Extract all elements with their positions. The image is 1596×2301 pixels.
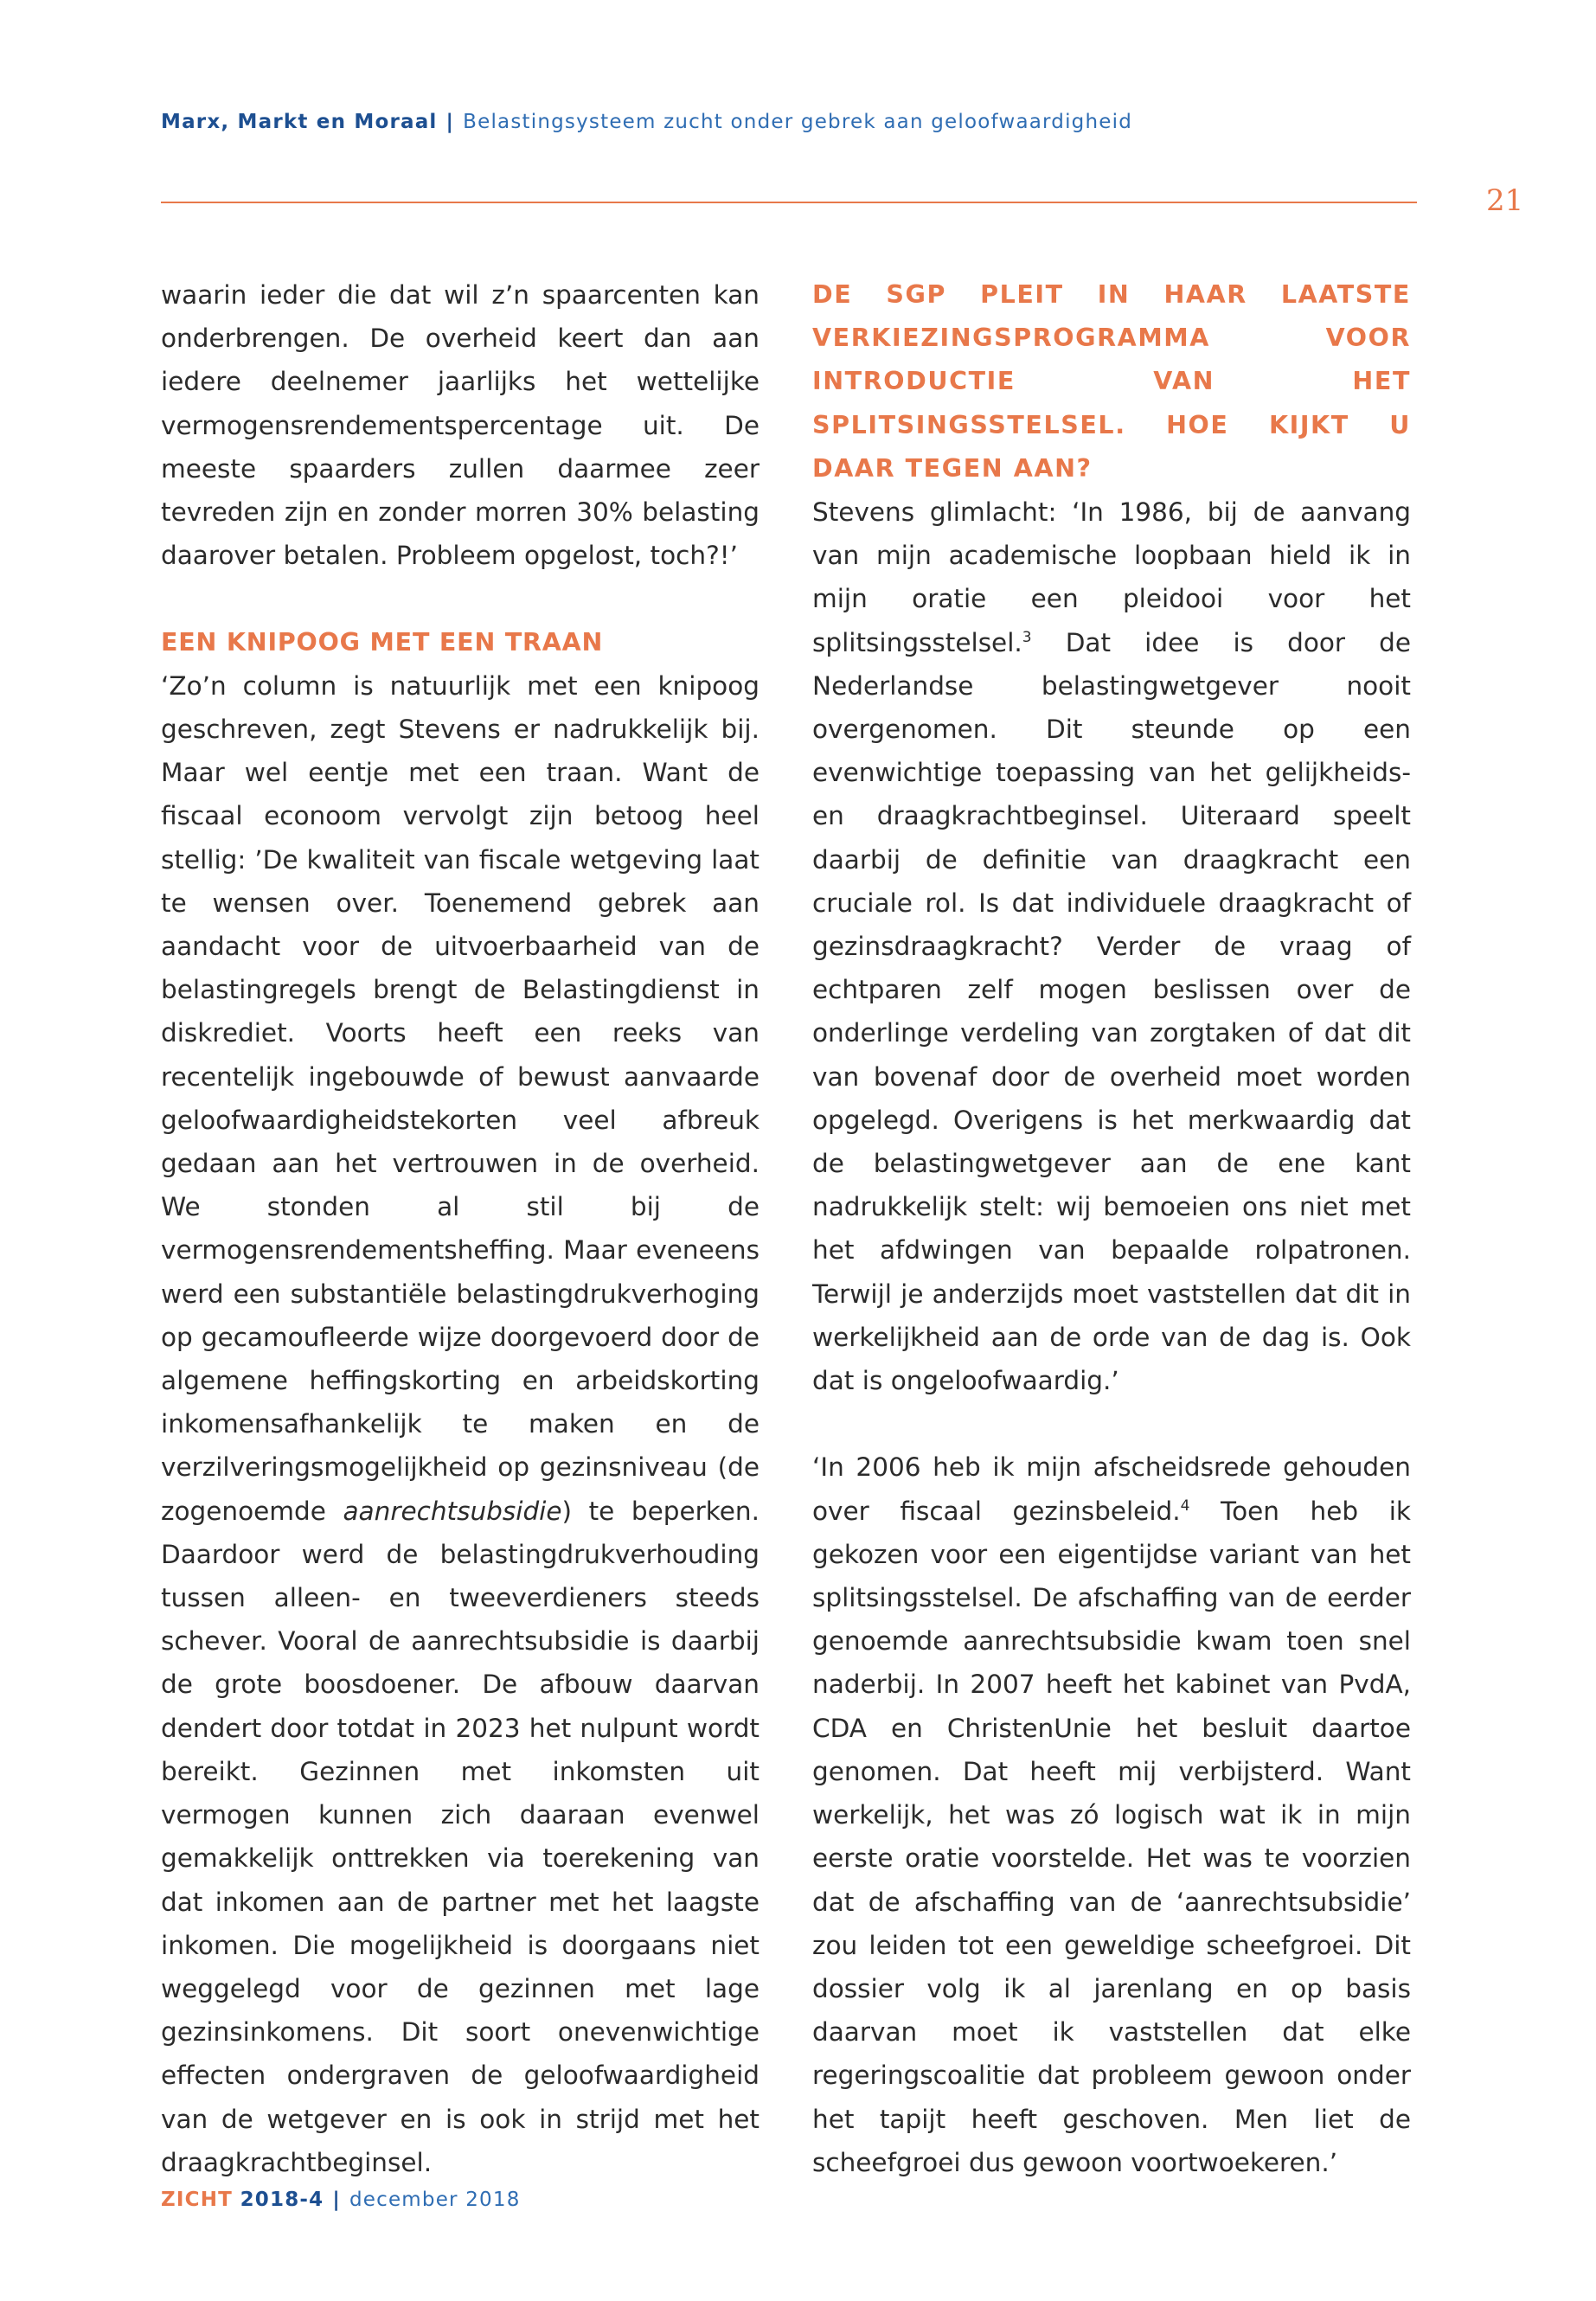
paragraph-spacer <box>812 1402 1411 1445</box>
left-paragraph-2-text-a: ‘Zo’n column is natuurlijk met een knipoog geschreven, zegt Stevens er nadrukkelijk bij. Maar wel eentje met een traan. Want de fiscaal econoom vervolgt zijn betoog heel stellig: ’De kwaliteit van fiscale wetgeving laat te wensen over. Toenemend gebrek aan aandacht voor de uitvoerbaarheid van de belastingregels brengt de Belastingdienst in diskrediet. Voorts heeft een reeks van recentelijk ingebouwde of bewust aanvaarde geloofwaardigheidstekorten veel afbreuk gedaan aan het vertrouwen in de overheid. We stonden al stil bij de vermogensrendementsheffing. Maar eveneens werd een substantiële belastingdrukverhoging op gecamoufleerde wijze doorgevoerd door de algemene heffingskorting en arbeidskorting inkomensafhankelijk te maken en de verzilveringsmogelijkheid op gezinsniveau (de zogenoemde <box>161 670 760 1526</box>
left-column <box>161 273 760 2184</box>
footer-date: december 2018 <box>349 2189 521 2211</box>
footnote-marker-4: 4 <box>1180 1497 1190 1515</box>
right-paragraph-2-text-b: Toen heb ik gekozen voor een eigentijdse variant van het splitsingsstelsel. De afschaffing van de eerder genoemde aanrechtsubsidie kwam toen snel naderbij. In 2007 heeft het kabinet van PvdA, CDA en ChristenUnie het besluit daartoe genomen. Dat heeft mij verbijsterd. Want werkelijk, het was zó logisch wat ik in mijn eerste oratie voorstelde. Het was te voorzien dat de afschaffing van de ‘aanrechtsubsidie’ zou leiden tot een geweldige scheefgroei. Dit dossier volg ik al jarenlang en op basis daarvan moet ik vaststellen dat elke regeringscoalitie dat probleem gewoon onder het tapijt heeft geschoven. Men liet de scheefgroei dus gewoon voortwoekeren.’ <box>812 1496 1412 2177</box>
right-paragraph-1-text-b: Dat idee is door de Nederlandse belastingwetgever nooit overgenomen. Dit steunde op een evenwichtige toepassing van het gelijkheids- en draagkrachtbeginsel. Uiteraard speelt daarbij de definitie van draagkracht een cruciale rol. Is dat individuele draagkracht of gezinsdraagkracht? Verder de vraag of echtparen zelf mogen beslissen over de onderlinge verdeling van zorgtaken of dat dit van bovenaf door de overheid moet worden opgelegd. Overigens is het merkwaardig dat de belastingwetgever aan de ene kant nadrukkelijk stelt: wij bemoeien ons niet met het afdwingen van bepaalde rolpatronen. Terwijl je anderzijds moet vaststellen dat dit in werkelijkheid aan de orde van de dag is. Ook dat is ongeloofwaardig.’ <box>812 627 1411 1396</box>
footer-issue: 2018-4 <box>240 2189 324 2211</box>
right-paragraph-2-text-a: ‘In 2006 heb ik mijn afscheidsrede gehouden over fiscaal gezinsbeleid. <box>812 1452 1411 1526</box>
magazine-section-title: Marx, Markt en Moraal <box>161 111 438 133</box>
header-divider <box>161 202 1417 203</box>
header-separator: | <box>445 111 455 133</box>
article-title: Belastingsysteem zucht onder gebrek aan geloofwaardigheid <box>463 111 1132 133</box>
paragraph-spacer <box>161 577 760 620</box>
question-heading-sgp: DE SGP PLEIT IN HAAR LAATSTE VERKIEZINGSPROGRAMMA VOOR INTRODUCTIE VAN HET SPLITSINGSSTELSEL. HOE KIJKT U DAAR TEGEN AAN? <box>812 280 1411 483</box>
right-paragraph-1-text-a: Stevens glimlacht: ‘In 1986, bij de aanvang van mijn academische loopbaan hield ik in mijn oratie een pleidooi voor het splitsingsstelsel. <box>812 497 1411 657</box>
right-column <box>812 273 1411 2184</box>
left-paragraph-2-text-b: ) te beperken. Daardoor werd de belastingdrukverhouding tussen alleen- en tweeverdieners steeds schever. Vooral de aanrechtsubsidie is daarbij de grote boosdoener. De afbouw daarvan dendert door totdat in 2023 het nulpunt wordt bereikt. Gezinnen met inkomsten uit vermogen kunnen zich daaraan evenwel gemakkelijk onttrekken via toerekening van dat inkomen aan de partner met het laagste inkomen. Die mogelijkheid is doorgaans niet weggelegd voor de gezinnen met lage gezinsinkomens. Dit soort onevenwichtige effecten ondergraven de geloofwaardigheid van de wetgever en is ook in strijd met het draagkrachtbeginsel. <box>161 1496 760 2177</box>
running-footer <box>161 2189 521 2211</box>
page-number: 21 <box>1486 183 1524 218</box>
section-heading-knipoog: EEN KNIPOOG MET EEN TRAAN <box>161 627 604 657</box>
right-paragraph-1 <box>812 490 1411 1402</box>
aanrechtsubsidie-term: aanrechtsubsidie <box>343 1496 562 1526</box>
footer-separator: | <box>332 2189 341 2211</box>
left-paragraph-2 <box>161 664 760 2184</box>
footer-brand: ZICHT <box>161 2189 234 2211</box>
footnote-marker-3: 3 <box>1022 628 1032 646</box>
right-paragraph-2 <box>812 1445 1411 2183</box>
left-paragraph-1: waarin ieder die dat wil z’n spaarcenten kan onderbrengen. De overheid keert dan aan iedere deelnemer jaarlijks het wettelijke vermogensrendementspercentage uit. De meeste spaarders zullen daarmee zeer tevreden zijn en zonder morren 30% belasting daarover betalen. Probleem opgelost, toch?!’ <box>161 280 760 571</box>
running-header <box>161 111 1132 133</box>
